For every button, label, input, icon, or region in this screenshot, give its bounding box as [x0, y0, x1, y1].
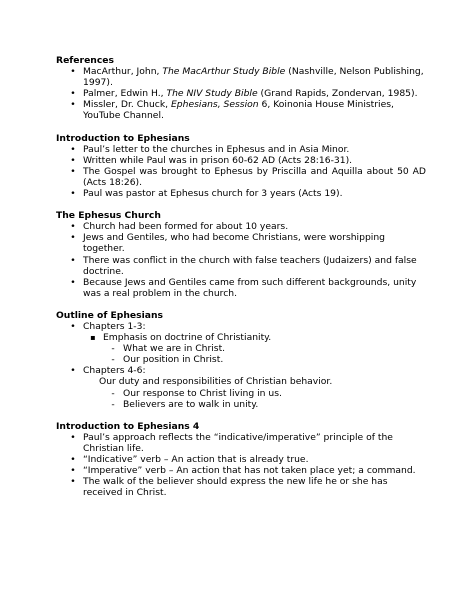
bullet-icon: • — [70, 188, 76, 200]
sub-list-item — [56, 332, 426, 343]
reference-book-title: The MacArthur Study Bible — [162, 66, 286, 78]
document-body — [56, 55, 426, 509]
list-item-text: “Indicative” verb – An action that is already true. — [83, 454, 309, 465]
list-item-text: Written while Paul was in prison 60-62 AD (Acts 28:16-31). — [83, 154, 353, 166]
list-item-text: Believers are to walk in unity. — [123, 398, 259, 410]
intro4-section — [56, 421, 426, 499]
list-item-text: The walk of the believer should express the new life he or she has received in Christ. — [83, 476, 388, 499]
sub-sub-list-item — [56, 399, 426, 410]
church-section — [56, 210, 426, 299]
list-item — [56, 166, 426, 188]
dash-bullet-icon: - — [111, 343, 115, 355]
reference-item — [56, 99, 426, 121]
bullet-icon: • — [70, 99, 76, 111]
list-item-text: Because Jews and Gentiles came from such different backgrounds, unity was a real problem in the church. — [83, 276, 417, 299]
reference-text: (Nashville, Nelson Publishing, 1997). — [83, 66, 424, 89]
intro-heading: Introduction to Ephesians — [56, 132, 190, 144]
bullet-icon: • — [70, 365, 76, 377]
reference-text: Palmer, Edwin H., — [83, 88, 167, 100]
square-bullet-icon: ▪ — [90, 333, 96, 343]
bullet-icon: • — [70, 143, 76, 155]
list-item — [56, 188, 426, 199]
church-heading: The Ephesus Church — [56, 210, 161, 222]
bullet-icon: • — [70, 232, 76, 244]
list-item-text: Chapters 1-3: — [83, 320, 146, 332]
bullet-icon: • — [70, 431, 76, 443]
dash-bullet-icon: - — [111, 398, 115, 410]
bullet-icon: • — [70, 320, 76, 332]
list-item-text: Chapters 4-6: — [83, 365, 146, 377]
dash-bullet-icon: - — [111, 387, 115, 399]
list-item-text: Our response to Christ living in us. — [123, 387, 282, 399]
reference-text: 6, Koinonia House Ministries, YouTube Channel. — [83, 99, 394, 122]
list-item — [56, 321, 426, 332]
list-item — [56, 432, 426, 454]
list-item-text: The Gospel was brought to Ephesus by Priscilla and Aquilla about 50 AD (Acts 18:26). — [83, 165, 426, 188]
list-item — [56, 476, 426, 498]
reference-item — [56, 88, 426, 99]
list-item — [56, 144, 426, 155]
list-item-text: Emphasis on doctrine of Christianity. — [103, 332, 272, 344]
list-item — [56, 232, 426, 254]
list-item — [56, 221, 426, 232]
intro4-heading: Introduction to Ephesians 4 — [56, 420, 200, 432]
list-item-text: “Imperative” verb – An action that has not taken place yet; a command. — [83, 465, 416, 477]
list-item-text: What we are in Christ. — [123, 343, 226, 355]
list-item-text: Church had been formed for about 10 years. — [83, 221, 289, 233]
dash-bullet-icon: - — [111, 354, 115, 366]
bullet-icon: • — [70, 476, 76, 488]
bullet-icon: • — [70, 154, 76, 166]
reference-item — [56, 66, 426, 88]
outline-description: Our duty and responsibilities of Christian behavior. — [99, 376, 333, 388]
bullet-icon: • — [70, 88, 76, 100]
intro-section — [56, 133, 426, 200]
list-item-text: Paul was pastor at Ephesus church for 3 years (Acts 19). — [83, 188, 343, 200]
bullet-icon: • — [70, 276, 76, 288]
list-item — [56, 465, 426, 476]
reference-text: (Grand Rapids, Zondervan, 1985). — [257, 88, 418, 100]
reference-text: MacArthur, John, — [83, 66, 163, 78]
list-item — [56, 365, 426, 376]
bullet-icon: • — [70, 165, 76, 177]
bullet-icon: • — [70, 254, 76, 266]
references-heading: References — [56, 55, 114, 66]
list-item-text: Paul’s letter to the churches in Ephesus and in Asia Minor. — [83, 143, 350, 155]
sub-sub-list-item — [56, 343, 426, 354]
reference-book-title: Ephesians, Session — [171, 99, 259, 111]
list-item — [56, 277, 426, 299]
reference-text: Missler, Dr. Chuck, — [83, 99, 171, 111]
list-item — [56, 454, 426, 465]
outline-section — [56, 310, 426, 410]
bullet-icon: • — [70, 221, 76, 233]
list-item — [56, 155, 426, 166]
list-item-text: Our position in Christ. — [123, 354, 224, 366]
bullet-icon: • — [70, 454, 76, 465]
list-item-text: Jews and Gentiles, who had become Christians, were worshipping together. — [83, 232, 385, 255]
bullet-icon: • — [70, 66, 76, 78]
outline-heading: Outline of Ephesians — [56, 309, 163, 321]
list-item-text: There was conflict in the church with false teachers (Judaizers) and false doctrine. — [83, 254, 417, 277]
sub-sub-list-item — [56, 354, 426, 365]
bullet-icon: • — [70, 465, 76, 477]
references-section — [56, 55, 426, 122]
sub-sub-list-item — [56, 388, 426, 399]
list-item-text: Paul’s approach reflects the “indicative/imperative” principle of the Christian life. — [83, 431, 393, 454]
list-item — [56, 255, 426, 277]
reference-book-title: The NIV Study Bible — [166, 88, 258, 100]
